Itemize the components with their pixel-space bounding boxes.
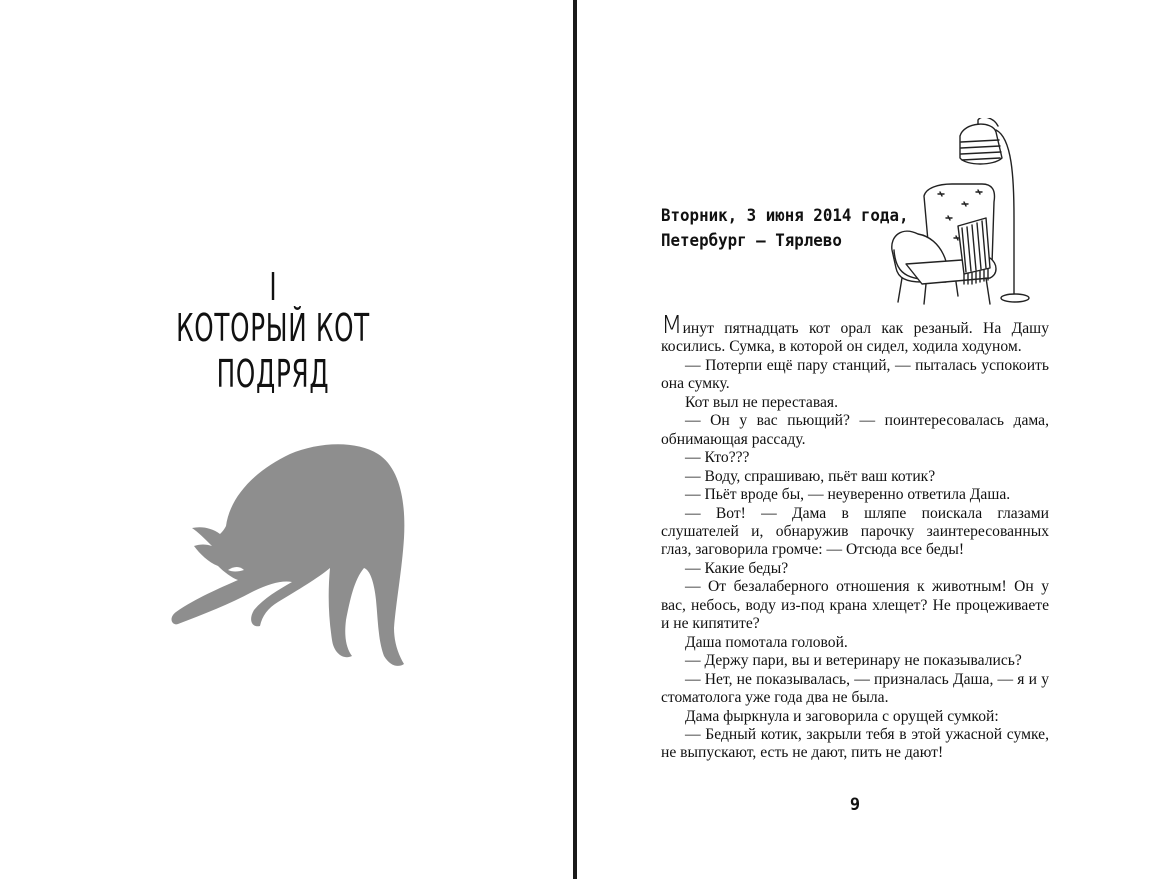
first-paragraph-text: инут пятнадцать кот орал как резаный. На Дашу косились. Сумка, в которой он сидел, ходила ходуном. — [661, 320, 1049, 356]
heading-date: Вторник, 3 июня 2014 года, — [661, 206, 909, 226]
paragraph: — Бедный котик, закрыли тебя в этой ужасной сумке, не выпускают, есть не дают, пить не дают! — [661, 725, 1049, 762]
drop-cap: М — [661, 310, 683, 339]
chapter-title-line2: ПОДРЯД — [216, 352, 330, 396]
paragraph: Кот выл не переставая. — [685, 393, 838, 411]
paragraph: — Какие беды? — [685, 559, 789, 577]
page-number: 9 — [849, 795, 861, 815]
right-page — [577, 0, 1151, 879]
paragraph: — Вот! — Дама в шляпе поискала глазами слушателей и, обнаружив парочку заинтересованных глаз, заговорила громче: — Отсюда все беды! — [661, 504, 1049, 559]
paragraph: — Держу пари, вы и ветеринару не показывались? — [685, 652, 1022, 670]
body-text — [661, 310, 1049, 763]
chapter-title-line1: КОТОРЫЙ КОТ — [176, 306, 370, 350]
heading-place: Петербург – Тярлево — [661, 231, 842, 251]
paragraph: Дама фыркнула и заговорила с орущей сумкой: — [685, 707, 999, 725]
paragraph: — Пьёт вроде бы, — неуверенно ответила Даша. — [685, 486, 1011, 504]
chapter-number: I — [269, 265, 277, 309]
first-paragraph — [661, 310, 1049, 357]
paragraph: — Потерпи ещё пару станций, — пыталась успокоить она сумку. — [661, 356, 1049, 393]
cat-icon — [168, 440, 408, 668]
paragraph: Даша помотала головой. — [685, 633, 848, 651]
paragraph: — От безалаберного отношения к животным! Он у вас, небось, воду из-под крана хлещет? Не процеживаете и не кипятите? — [661, 578, 1049, 633]
paragraph: — Он у вас пьющий? — поинтересовалась дама, обнимающая рассаду. — [661, 412, 1049, 448]
paragraph: — Кто??? — [685, 449, 750, 467]
paragraph: — Нет, не показывалась, — призналась Даша, — я и у стоматолога уже года два не была. — [661, 670, 1049, 707]
left-page — [0, 0, 573, 879]
armchair-lamp-icon — [882, 118, 1054, 310]
paragraph: — Воду, спрашиваю, пьёт ваш котик? — [685, 467, 936, 485]
